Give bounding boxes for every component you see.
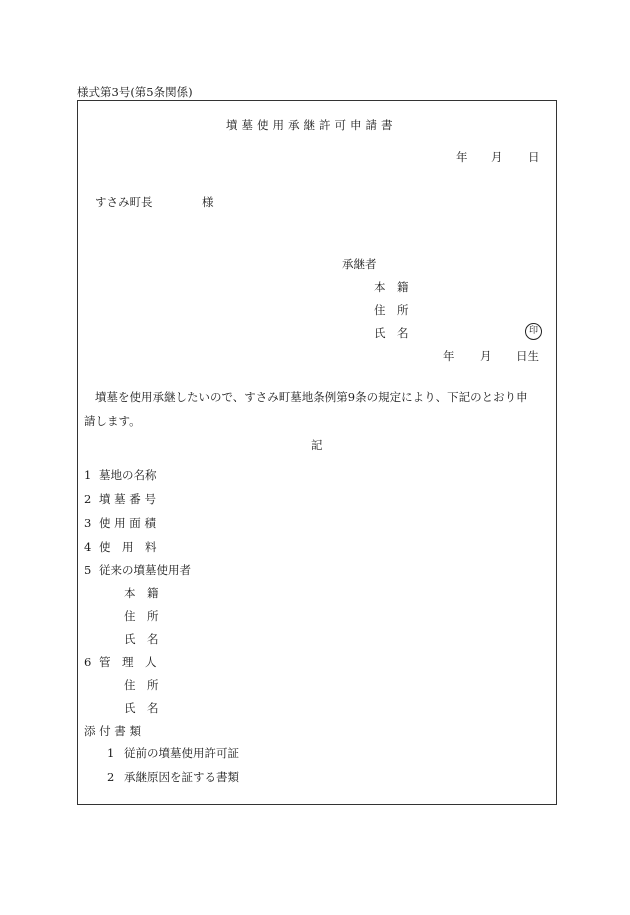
item3-num: 3 bbox=[84, 516, 92, 530]
date-month: 月 bbox=[491, 150, 503, 164]
item5-address-label: 住 所 bbox=[124, 609, 159, 623]
birth-year: 年 bbox=[443, 349, 455, 363]
item4-num: 4 bbox=[84, 540, 92, 554]
applicant-name-label: 氏 名 bbox=[374, 326, 409, 340]
form-label: 様式第3号(第5条関係) bbox=[77, 85, 193, 99]
applicant-honseki-label: 本 籍 bbox=[374, 280, 409, 294]
item6-num: 6 bbox=[84, 655, 92, 669]
item2-num: 2 bbox=[84, 492, 92, 506]
addressee-honorific: 様 bbox=[202, 195, 214, 209]
date-day: 日 bbox=[528, 150, 540, 164]
body-text-line2: 請します。 bbox=[84, 414, 141, 428]
item6-name-label: 氏 名 bbox=[124, 701, 159, 715]
item1-label: 墓地の名称 bbox=[99, 468, 157, 482]
item3-label: 使 用 面 積 bbox=[99, 516, 156, 530]
item2-label: 墳 墓 番 号 bbox=[99, 492, 156, 506]
item4-label: 使 用 料 bbox=[99, 540, 157, 554]
item5-name-label: 氏 名 bbox=[124, 632, 159, 646]
form-title: 墳墓使用承継許可申請書 bbox=[226, 118, 397, 132]
item1-num: 1 bbox=[84, 468, 92, 482]
applicant-heading: 承継者 bbox=[342, 257, 377, 271]
addressee-name: すさみ町長 bbox=[95, 195, 153, 209]
date-year: 年 bbox=[456, 150, 468, 164]
applicant-address-label: 住 所 bbox=[374, 303, 409, 317]
attachments-heading: 添 付 書 類 bbox=[84, 724, 141, 738]
item5-label: 従来の墳墓使用者 bbox=[99, 563, 191, 577]
item6-address-label: 住 所 bbox=[124, 678, 159, 692]
birth-month: 月 bbox=[480, 349, 492, 363]
birth-day: 日生 bbox=[516, 349, 539, 363]
attachment1-num: 1 bbox=[107, 746, 115, 760]
item6-label: 管 理 人 bbox=[99, 655, 157, 669]
seal-mark: 印 bbox=[525, 323, 542, 340]
attachment2-label: 承継原因を証する書類 bbox=[124, 770, 239, 784]
item5-num: 5 bbox=[84, 563, 92, 577]
ki-heading: 記 bbox=[311, 438, 323, 452]
attachment2-num: 2 bbox=[107, 770, 115, 784]
item5-honseki-label: 本 籍 bbox=[124, 586, 159, 600]
attachment1-label: 従前の墳墓使用許可証 bbox=[124, 746, 239, 760]
body-text-line1: 墳墓を使用承継したいので、すさみ町墓地条例第9条の規定により、下記のとおり申 bbox=[95, 390, 528, 404]
